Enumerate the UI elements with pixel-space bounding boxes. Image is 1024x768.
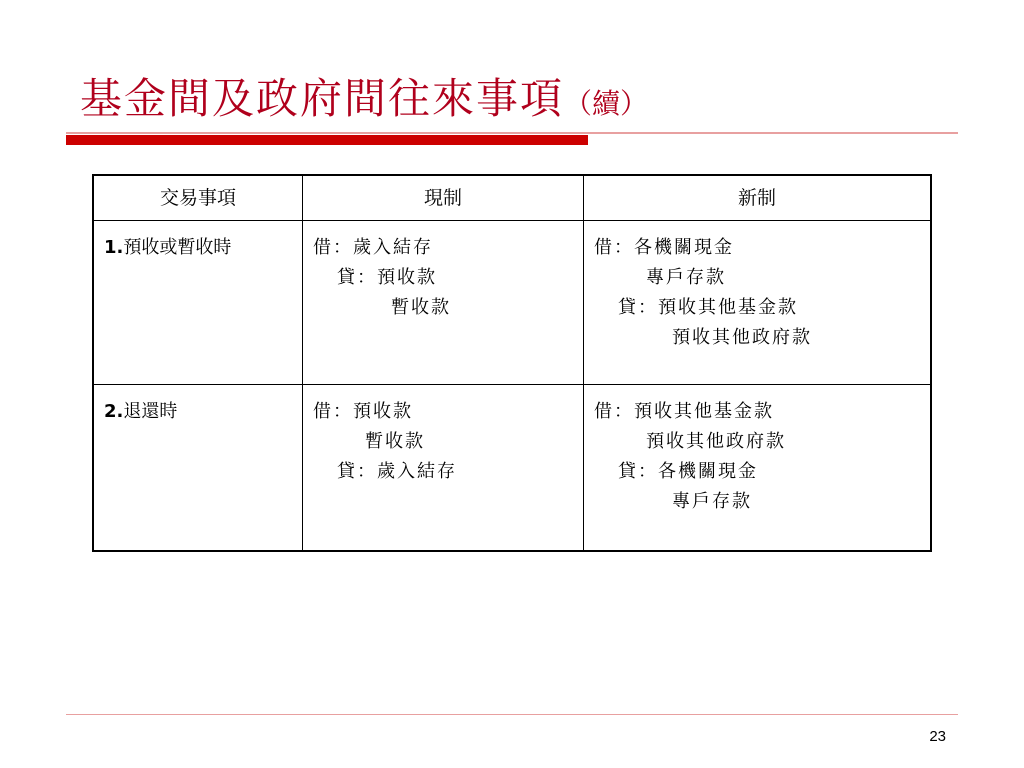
- footer-divider-line: [66, 714, 958, 715]
- transactions-table: [92, 174, 932, 552]
- current-entry-cell: [303, 221, 584, 385]
- slide-title-suffix: （續）: [564, 87, 649, 120]
- row-item-cell: [93, 385, 303, 552]
- row-number: 2.: [104, 401, 124, 422]
- row-item-label: 退還時: [123, 401, 178, 422]
- title-divider-line: [66, 132, 958, 134]
- entry-line: 貸：預收款: [337, 267, 437, 288]
- entry-line: 專戶存款: [646, 267, 726, 288]
- entry-line: 預收其他政府款: [646, 431, 786, 452]
- header-transaction: 交易事項: [93, 175, 303, 221]
- entry-line: 借：歲入結存: [313, 237, 433, 258]
- new-entry-cell: [584, 221, 932, 385]
- row-item-cell: [93, 221, 303, 385]
- current-entry-cell: [303, 385, 584, 552]
- row-number: 1.: [104, 237, 124, 258]
- entry-line: 貸：預收其他基金款: [618, 297, 798, 318]
- entry-line: 貸：各機關現金: [618, 461, 758, 482]
- table-row: [93, 221, 931, 385]
- slide-title: [80, 66, 648, 126]
- entry-line: 暫收款: [391, 297, 451, 318]
- entry-line: 借：預收其他基金款: [594, 401, 774, 422]
- header-current-system: 現制: [303, 175, 584, 221]
- entry-line: 借：各機關現金: [594, 237, 734, 258]
- slide-title-main: 基金間及政府間往來事項: [80, 74, 565, 123]
- header-new-system: 新制: [584, 175, 932, 221]
- entry-line: 暫收款: [365, 431, 425, 452]
- page-number: 23: [929, 728, 946, 745]
- table-header-row: [93, 175, 931, 221]
- table-row: [93, 385, 931, 552]
- row-item-label: 預收或暫收時: [123, 237, 232, 258]
- entry-line: 專戶存款: [672, 491, 752, 512]
- entry-line: 貸：歲入結存: [337, 461, 457, 482]
- entry-line: 預收其他政府款: [672, 327, 812, 348]
- title-accent-bar: [66, 135, 588, 145]
- entry-line: 借：預收款: [313, 401, 413, 422]
- new-entry-cell: [584, 385, 932, 552]
